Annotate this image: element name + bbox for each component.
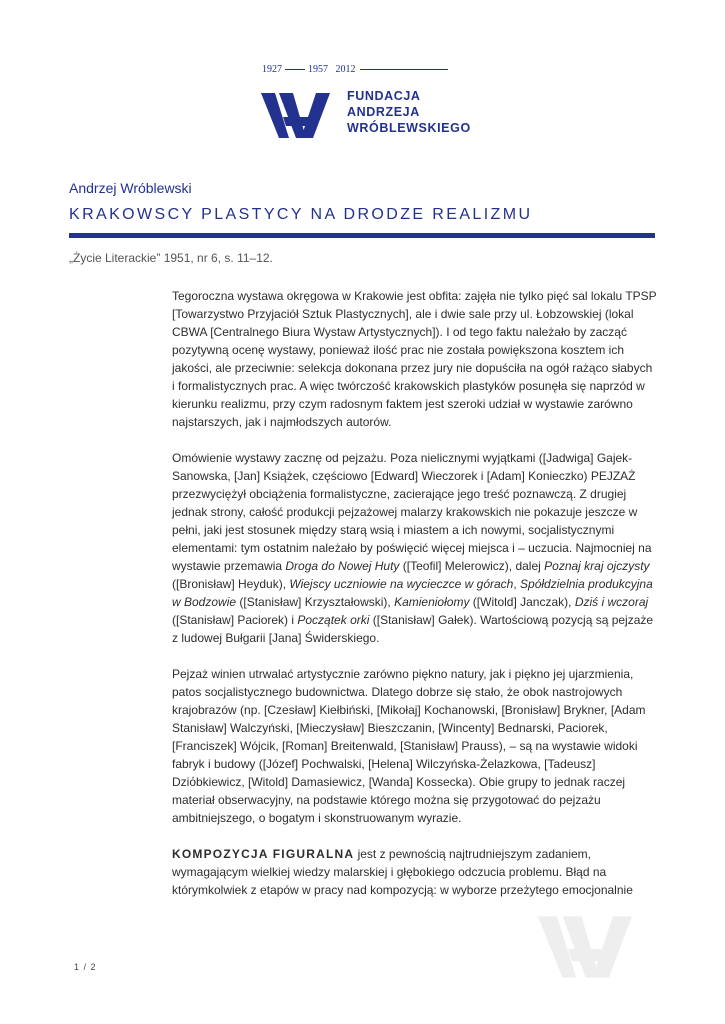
paragraph: Pejzaż winien utrwalać artystycznie zarówno piękno natury, jak i piękno jej ujarzmienia, patos socjalistycznego budownictwa. Dlatego dobrze się stało, że obok nastrojowych krajobrazów (np. [Czesław] Kiełbiński, [Mikołaj] Kochanowski, [Bronisław] Brykner, [Adam Stanisław] Walczyński, [Mieczysław] Bieszczanin, [Wincenty] Bednarski, Paciorek, [Franciszek] Wójcik, [Roman] Breitenwald, [Stanisław] Prauss), – są na wystawie widoki fabryk i budowy ([Józef] Pochwalski, [Helena] Wilczyńska-Żelazkowa, [Tadeusz] Dziόbkiewicz, [Witold] Damasiewicz, [Wanda] Kossecka). Obie grupy to jednak raczej materiał obserwacyjny, na podstawie którego można się przygotować do pejzażu ambitniejszego, o bogatym i skonstruowanym wyrazie. [172, 667, 646, 825]
text-run: ([Stanisław] Gałek). Wartościową pozycją są pejzaże z ludowej Bułgarii [Jana] Świderskiego. [172, 613, 654, 645]
text-run: ([Stanisław] Krzyształowski), [236, 595, 395, 609]
artwork-title: Kamieniołomy [394, 595, 470, 609]
year-range [262, 64, 448, 75]
foundation-line: WRÓBLEWSKIEGO [347, 121, 471, 135]
foundation-name [347, 88, 471, 136]
text-run: ([Stanisław] Paciorek) i [172, 613, 298, 627]
text-run: ([Teofil] Melerowicz), dalej [399, 559, 545, 573]
year-end: 1957 [308, 64, 328, 75]
artwork-title: Poznaj kraj ojczysty [544, 559, 650, 573]
aw-monogram-watermark-icon [538, 916, 632, 978]
section-kicker: KOMPOZYCJA FIGURALNA [172, 847, 355, 861]
artwork-title: Wiejscy uczniowie na wycieczce w górach [289, 577, 514, 591]
text-run: jest z pewnością najtrudniejszym zadaniem, wymagającym wielkiej wiedzy malarskiej i głębokiego odczucia problemu. Błąd na którymkolwiek z etapów w pracy nad kompozycją: w wyborze przeżytego emocjonalnie [172, 847, 633, 897]
paragraph [172, 845, 657, 899]
artwork-title: Spółdzielnia produkcyjna w Bodzowie [172, 577, 653, 609]
artwork-title: Początek orki [297, 613, 370, 627]
year-line [360, 69, 448, 70]
year-dash [285, 69, 305, 70]
text-run: ([Bronisław] Heyduk), [172, 577, 290, 591]
text-run: , [513, 577, 521, 591]
paragraph [172, 449, 657, 647]
page-number: 1 / 2 [74, 962, 97, 972]
artwork-title: Droga do Nowej Huty [285, 559, 400, 573]
title-rule [69, 233, 655, 238]
year-current: 2012 [335, 64, 356, 75]
year-start: 1927 [262, 64, 282, 75]
paragraph: Tegoroczna wystawa okręgowa w Krakowie jest obfita: zajęła nie tylko pięć sal lokalu TPSP [Towarzystwo Przyjaciół Sztuk Plastycznych], ale i dwie sale przy ul. Łobzowskiej (lokal CBWA [Centralnego Biura Wystaw Artystycznych]). I od tego faktu należało by zacząć pozytywną ocenę wystawy, ponieważ ilość prac nie została powiększona kosztem ich jakości, ale przeciwnie: selekcja dokonana przez jury nie dopuściła na ogół rażąco słabych i formalistycznych prac. A więc twórczość krakowskich plastyków posunęła się naprzód w kierunku realizmu, przy czym radosnym faktem jest szeroki udział w wystawie zarówno najstarszych, jak i najmłodszych autorów. [172, 289, 657, 429]
foundation-line: FUNDACJA [347, 89, 421, 103]
foundation-line: ANDRZEJA [347, 105, 420, 119]
text-run: ([Witold] Janczak), [469, 595, 575, 609]
article-title: KRAKOWSCY PLASTYCY NA DRODZE REALIZMU [69, 206, 533, 223]
aw-monogram-icon [261, 93, 330, 138]
text-run: Omówienie wystawy zacznę od pejzażu. Poza nielicznymi wyjątkami ([Jadwiga] Gajek-Sanowska, [Jan] Książek, częściowo [Edward] Wieczorek i [Adam] Konieczko) PEJZAŻ przezwyciężył obciążenia formalistyczne, zacierające jego treść poznawczą. Z drugiej jednak strony, całość produkcji pejzażowej malarzy krakowskich nie pokazuje jeszcze w pełni, jaki jest stosunek między starą wsią i miastem a ich nowymi, socjalistycznymi elementami: tym ostatnim należało by poświęcić więcej miejsca i – uczucia. Najmocniej na wystawie przemawia [172, 451, 652, 573]
article-author: Andrzej Wróblewski [69, 180, 192, 196]
artwork-title: Dziś i wczoraj [574, 595, 649, 609]
article-source: „Życie Literackie” 1951, nr 6, s. 11–12. [69, 251, 273, 265]
article-body [172, 287, 657, 917]
